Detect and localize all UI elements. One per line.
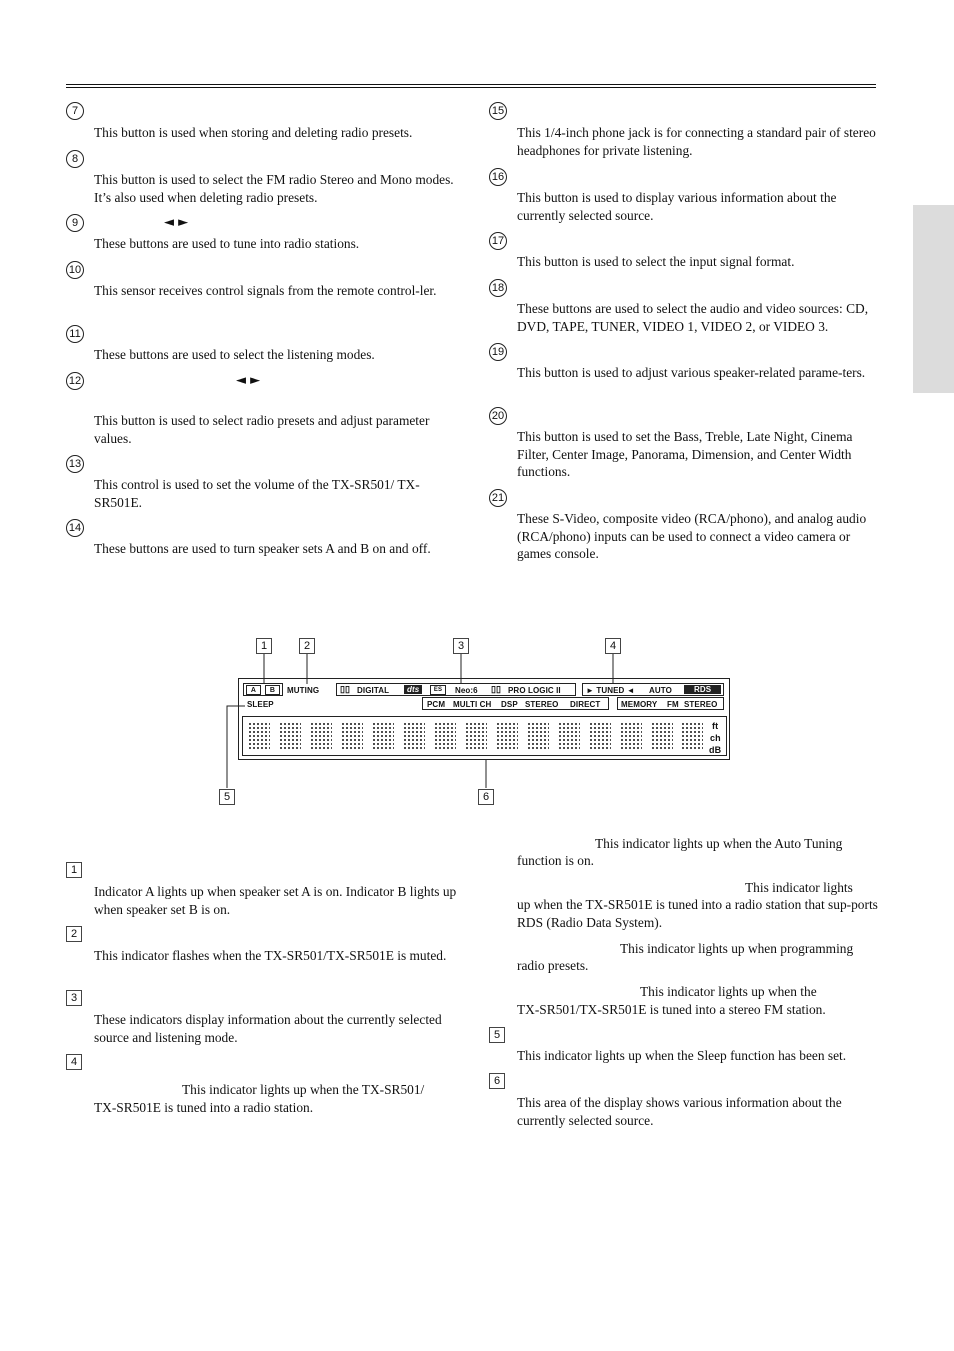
item-description: Indicator A lights up when speaker set A is on. Indicator B lights up when speaker set B is on. xyxy=(94,884,457,917)
rds-description: This indicator lights xyxy=(745,880,853,895)
stereo-mode-indicator: STEREO xyxy=(525,700,559,709)
item-description: This indicator lights up when the Sleep function has been set. xyxy=(517,1048,847,1063)
item-description: This control is used to set the volume of the TX-SR501/ TX-SR501E. xyxy=(94,477,420,510)
item-number: 17 xyxy=(489,232,507,250)
callout-1: 1 xyxy=(256,638,272,654)
dot-matrix-char xyxy=(589,722,611,750)
item-description: This button is used when storing and deleting radio presets. xyxy=(94,125,413,140)
db-unit: dB xyxy=(709,745,722,755)
dts-indicator: dts xyxy=(404,685,422,694)
stereo-description: TX-SR501/TX-SR501E is tuned into a stereo FM station. xyxy=(517,1002,826,1017)
memory-description: This indicator lights up when programming xyxy=(620,941,854,956)
dolby-icon: ▯▯ xyxy=(340,684,351,694)
muting-indicator: MUTING xyxy=(287,686,320,695)
item-description: TX-SR501E is tuned into a radio station. xyxy=(94,1100,314,1115)
dolby-icon: ▯▯ xyxy=(491,684,502,694)
dsp-indicator: DSP xyxy=(501,700,518,709)
pcm-indicator: PCM xyxy=(427,700,446,709)
item-description: These buttons are used to select the audio and video sources: CD, DVD, TAPE, TUNER, VIDEO 1, VIDEO 2, or VIDEO 3. xyxy=(517,301,869,334)
direct-indicator: DIRECT xyxy=(570,700,601,709)
dot-matrix-char xyxy=(620,722,642,750)
item-number: 18 xyxy=(489,279,507,297)
neo6-indicator: Neo:6 xyxy=(455,686,478,695)
item-number: 8 xyxy=(66,150,84,168)
item-number: 15 xyxy=(489,102,507,120)
item-number: 19 xyxy=(489,343,507,361)
dot-matrix-char xyxy=(403,722,425,750)
speaker-a-indicator: A xyxy=(246,685,261,695)
rds-description: up when the TX-SR501E is tuned into a radio station that sup-ports RDS (Radio Data System). xyxy=(517,897,878,930)
item-description: This button is used to select radio presets and adjust parameter values. xyxy=(94,413,430,446)
pro-logic-indicator: PRO LOGIC II xyxy=(508,686,561,695)
item-number: 13 xyxy=(66,455,84,473)
dot-matrix-char xyxy=(310,722,332,750)
item-description: These indicators display information about the currently selected source and listening mode. xyxy=(94,1012,442,1045)
arrow-icons: ◄ ► xyxy=(236,373,261,388)
dot-matrix-char xyxy=(341,722,363,750)
item-description: This button is used to adjust various speaker-related parame-ters. xyxy=(517,365,866,380)
fm-indicator: FM xyxy=(667,700,679,709)
item-number: 9 xyxy=(66,214,84,232)
item-description: This area of the display shows various information about the currently selected source. xyxy=(517,1095,842,1128)
rds-indicator: RDS xyxy=(684,685,721,694)
speaker-b-indicator: B xyxy=(265,685,280,695)
item-number: 2 xyxy=(66,926,82,942)
item-description: This indicator flashes when the TX-SR501/TX-SR501E is muted. xyxy=(94,948,447,963)
fm-stereo-indicator: STEREO xyxy=(684,700,718,709)
callout-6: 6 xyxy=(478,789,494,805)
es-indicator: ES xyxy=(430,685,446,695)
stereo-description: This indicator lights up when the xyxy=(640,984,817,999)
auto-description: This indicator lights up when the Auto Tuning xyxy=(595,836,843,851)
item-number: 6 xyxy=(489,1073,505,1089)
item-description: This button is used to display various information about the currently selected source. xyxy=(517,190,837,223)
item-number: 10 xyxy=(66,261,84,279)
item-description: This 1/4-inch phone jack is for connecting a standard pair of stereo headphones for private listening. xyxy=(517,125,876,158)
item-description: This indicator lights up when the TX-SR501/ xyxy=(182,1082,425,1097)
item-number: 11 xyxy=(66,325,84,343)
item-number: 20 xyxy=(489,407,507,425)
item-number: 5 xyxy=(489,1027,505,1043)
item-number: 4 xyxy=(66,1054,82,1070)
dot-matrix-char xyxy=(434,722,456,750)
sleep-indicator: SLEEP xyxy=(247,700,274,709)
memory-indicator: MEMORY xyxy=(621,700,658,709)
item-description: These buttons are used to select the listening modes. xyxy=(94,347,375,362)
item-description: These buttons are used to tune into radio stations. xyxy=(94,236,360,251)
dot-matrix-char xyxy=(279,722,301,750)
auto-description: function is on. xyxy=(517,853,594,868)
item-number: 3 xyxy=(66,990,82,1006)
ft-unit: ft xyxy=(712,721,719,731)
item-description: This button is used to select the FM radio Stereo and Mono modes. It’s also used when deleting radio presets. xyxy=(94,172,454,205)
item-number: 14 xyxy=(66,519,84,537)
arrow-icons: ◄ ► xyxy=(164,215,189,230)
item-number: 12 xyxy=(66,372,84,390)
item-number: 7 xyxy=(66,102,84,120)
callout-2: 2 xyxy=(299,638,315,654)
item-number: 16 xyxy=(489,168,507,186)
auto-indicator: AUTO xyxy=(649,686,672,695)
item-number: 21 xyxy=(489,489,507,507)
callout-5: 5 xyxy=(219,789,235,805)
item-description: This sensor receives control signals from the remote control-ler. xyxy=(94,283,437,298)
multich-indicator: MULTI CH xyxy=(453,700,492,709)
dot-matrix-char xyxy=(527,722,549,750)
item-description: This button is used to set the Bass, Treble, Late Night, Cinema Filter, Center Image, Panorama, Dimension, and Center Width functions. xyxy=(517,429,853,479)
dot-matrix-char xyxy=(651,722,673,750)
memory-description: radio presets. xyxy=(517,958,589,973)
callout-3: 3 xyxy=(453,638,469,654)
dot-matrix-char xyxy=(248,722,270,750)
ch-unit: ch xyxy=(710,733,721,743)
item-description: This button is used to select the input signal format. xyxy=(517,254,795,269)
dot-matrix-char xyxy=(372,722,394,750)
item-description: These buttons are used to turn speaker sets A and B on and off. xyxy=(94,541,431,556)
digital-indicator: DIGITAL xyxy=(357,686,390,695)
dot-matrix-char xyxy=(496,722,518,750)
item-number: 1 xyxy=(66,862,82,878)
dot-matrix-char xyxy=(465,722,487,750)
dot-matrix-char xyxy=(681,722,703,750)
item-description: These S-Video, composite video (RCA/phono), and analog audio (RCA/phono) inputs can be used to connect a video camera or games console. xyxy=(517,511,867,561)
tuned-indicator: ► TUNED ◄ xyxy=(586,686,635,695)
callout-4: 4 xyxy=(605,638,621,654)
dot-matrix-char xyxy=(558,722,580,750)
